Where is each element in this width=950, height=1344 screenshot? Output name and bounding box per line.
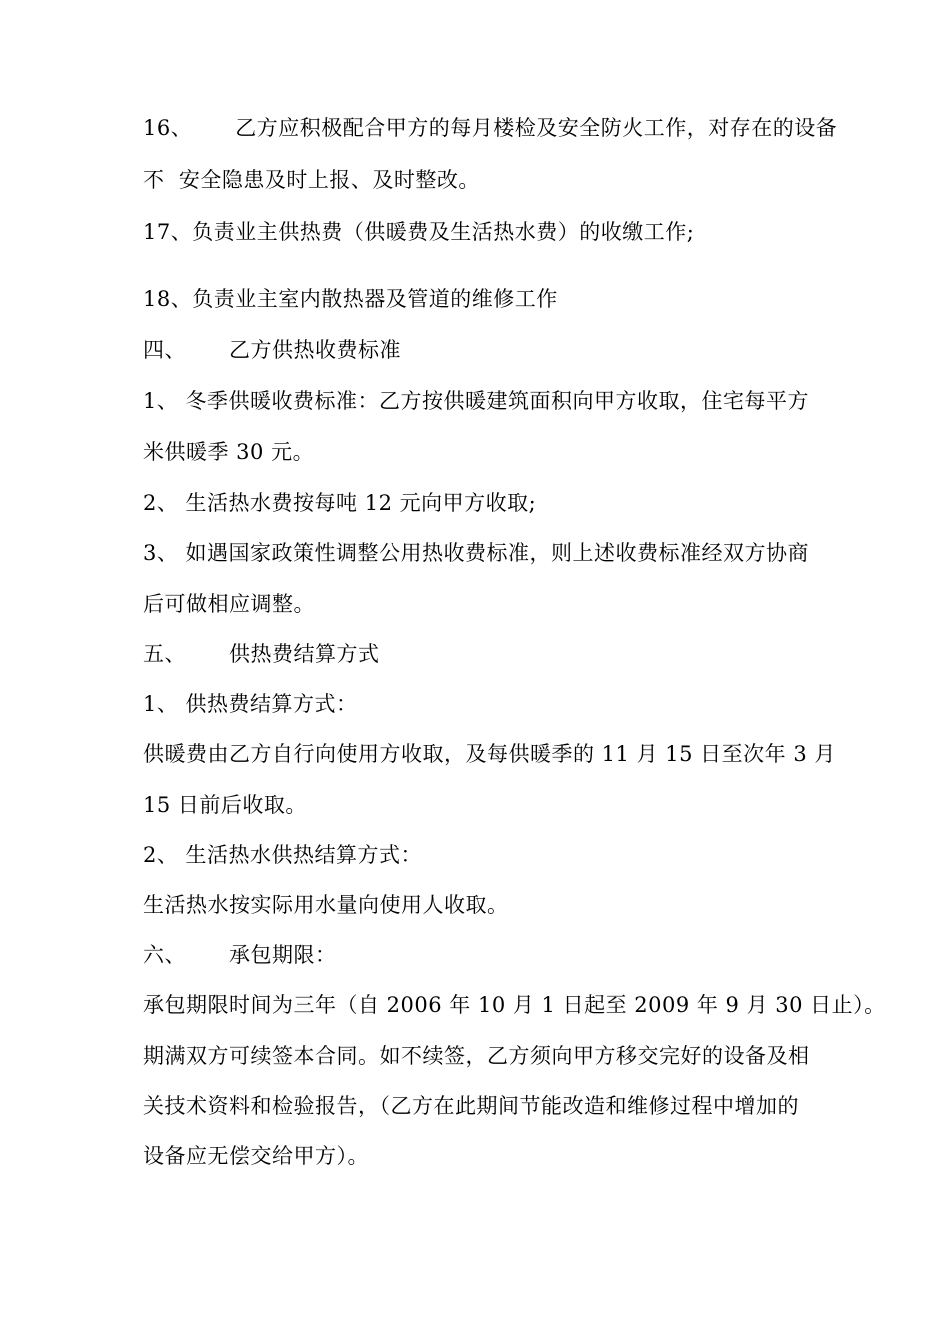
- section-heading: 五、 供热费结算方式: [143, 642, 380, 666]
- text-line: 15 日前后收取。: [143, 793, 307, 817]
- text-line: 2、 生活热水供热结算方式：: [143, 843, 423, 867]
- text-line: 米供暖季 30 元。: [143, 440, 315, 464]
- text-line: 17、负责业主供热费（供暖费及生活热水费）的收缴工作;: [143, 220, 695, 244]
- text-line: 3、 如遇国家政策性调整公用热收费标准，则上述收费标准经双方协商: [143, 541, 810, 565]
- text-line: 16、 乙方应积极配合甲方的每月楼检及安全防火工作，对存在的设备: [143, 116, 838, 140]
- text-line: 1、 供热费结算方式：: [143, 692, 358, 716]
- text-line: 1、 冬季供暖收费标准：乙方按供暖建筑面积向甲方收取，住宅每平方: [143, 389, 810, 413]
- text-line: 后可做相应调整。: [143, 592, 315, 616]
- text-line: 关技术资料和检验报告，（乙方在此期间节能改造和维修过程中增加的: [143, 1094, 799, 1118]
- section-heading: 六、 承包期限：: [143, 943, 337, 967]
- text-line: 2、 生活热水费按每吨 12 元向甲方收取;: [143, 491, 537, 515]
- text-line: 设备应无偿交给甲方）。: [143, 1144, 369, 1168]
- text-line: 18、负责业主室内散热器及管道的维修工作: [143, 287, 558, 311]
- text-line: 期满双方可续签本合同。如不续签，乙方须向甲方移交完好的设备及相: [143, 1044, 810, 1068]
- section-heading: 四、 乙方供热收费标准: [143, 338, 402, 362]
- text-line: 不 安全隐患及时上报、及时整改。: [143, 168, 480, 192]
- text-line: 生活热水按实际用水量向使用人收取。: [143, 893, 509, 917]
- text-line: 供暖费由乙方自行向使用方收取，及每供暖季的 11 月 15 日至次年 3 月: [143, 742, 836, 766]
- text-line: 承包期限时间为三年（自 2006 年 10 月 1 日起至 2009 年 9 月 30 日止）。: [143, 993, 886, 1017]
